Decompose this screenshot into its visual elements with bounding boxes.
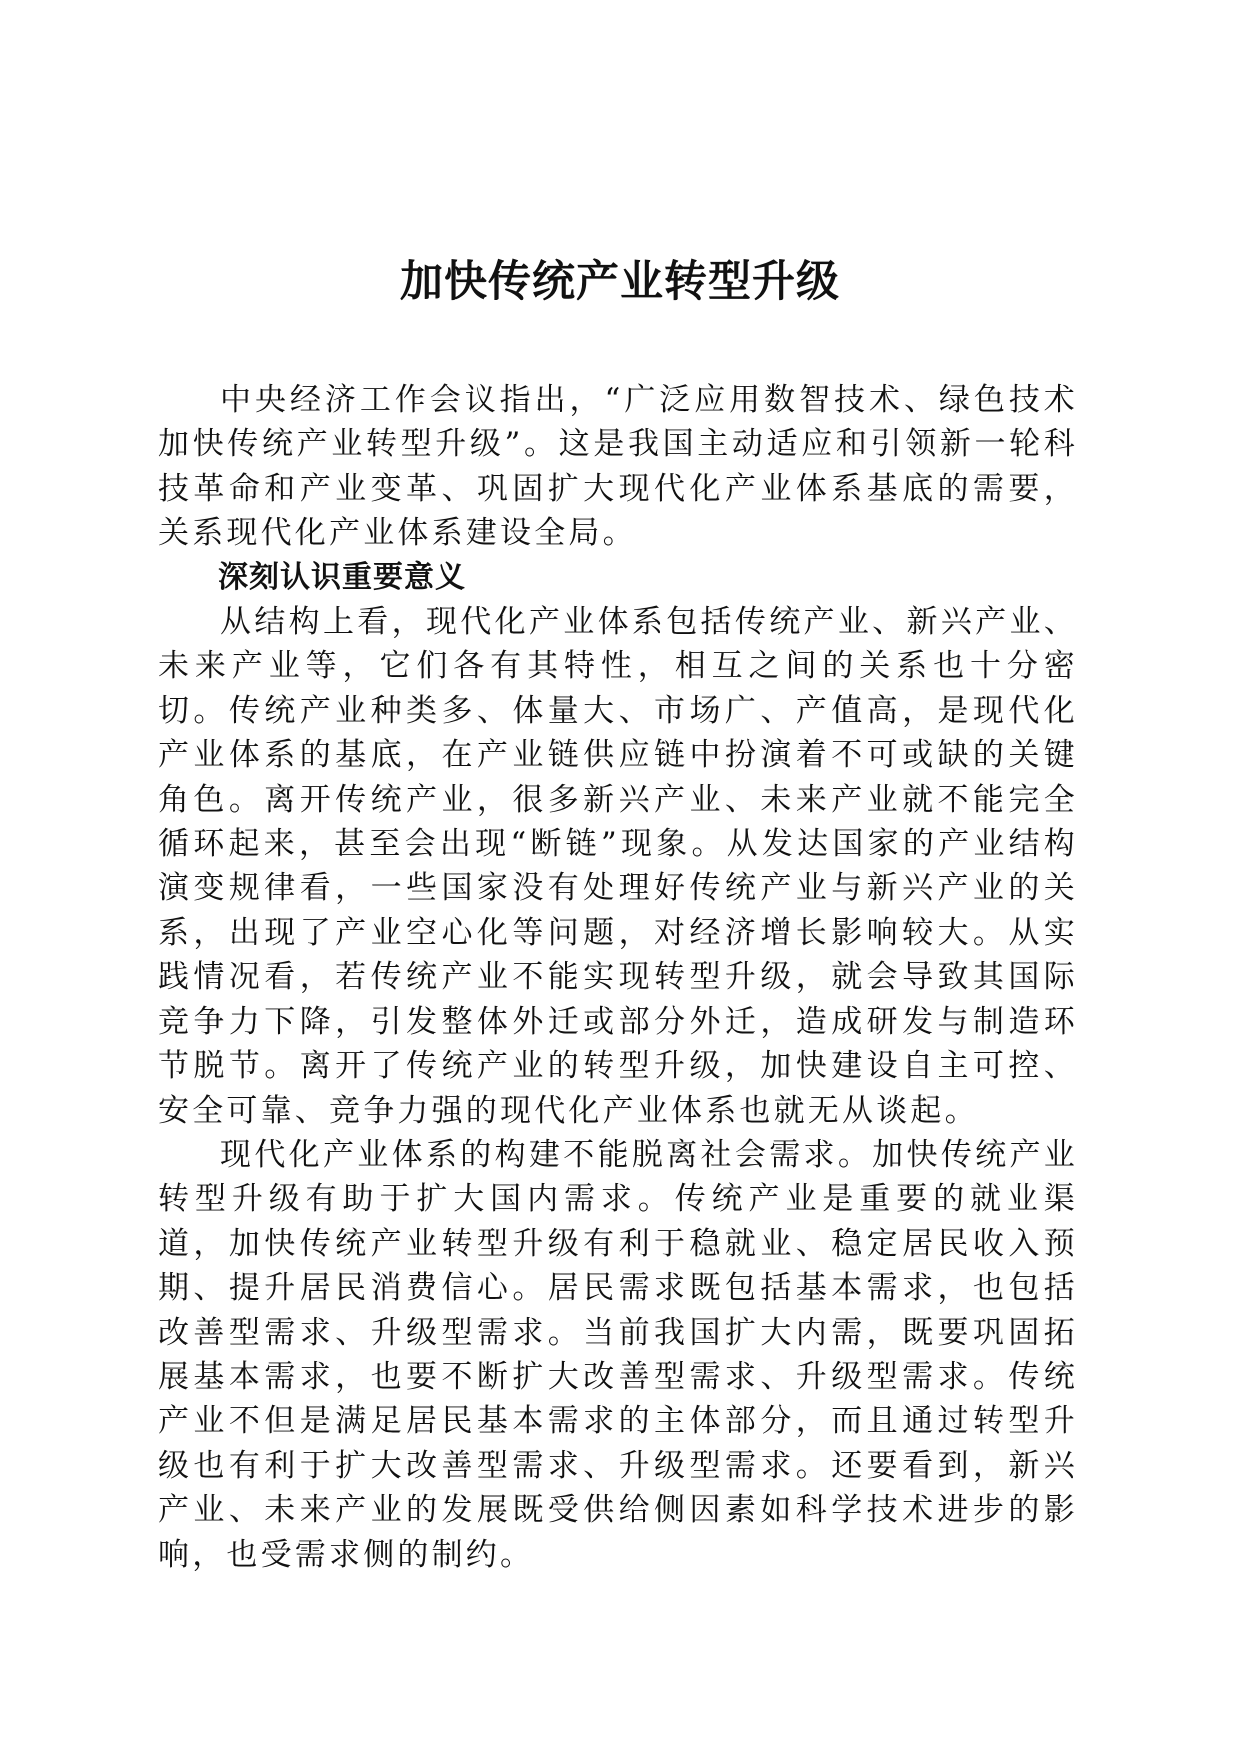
- section-heading: 深刻认识重要意义: [218, 559, 466, 595]
- paragraph-structure: 从结构上看，现代化产业体系包括传统产业、新兴产业、未来产业等，它们各有其特性，相互之间的关系也十分密切。传统产业种类多、体量大、市场广、产值高，是现代化产业体系的基底，在产业链供应链中扮演着不可或缺的关键角色。离开传统产业，很多新兴产业、未来产业就不能完全循环起来，甚至会出现“断链”现象。从发达国家的产业结构演变规律看，一些国家没有处理好传统产业与新兴产业的关系，出现了产业空心化等问题，对经济增长影响较大。从实践情况看，若传统产业不能实现转型升级，就会导致其国际竞争力下降，引发整体外迁或部分外迁，造成研发与制造环节脱节。离开了传统产业的转型升级，加快建设自主可控、安全可靠、竞争力强的现代化产业体系也就无从谈起。: [158, 604, 1078, 1129]
- document-body: [158, 378, 1078, 1577]
- paragraph-intro: 中央经济工作会议指出，“广泛应用数智技术、绿色技术加快传统产业转型升级”。这是我国主动适应和引领新一轮科技革命和产业变革、巩固扩大现代化产业体系基底的需要，关系现代化产业体系建设全局。: [158, 382, 1078, 552]
- paragraph-demand: 现代化产业体系的构建不能脱离社会需求。加快传统产业转型升级有助于扩大国内需求。传统产业是重要的就业渠道，加快传统产业转型升级有利于稳就业、稳定居民收入预期、提升居民消费信心。居民需求既包括基本需求，也包括改善型需求、升级型需求。当前我国扩大内需，既要巩固拓展基本需求，也要不断扩大改善型需求、升级型需求。传统产业不但是满足居民基本需求的主体部分，而且通过转型升级也有利于扩大改善型需求、升级型需求。还要看到，新兴产业、未来产业的发展既受供给侧因素如科学技术进步的影响，也受需求侧的制约。: [158, 1136, 1078, 1573]
- document-title: 加快传统产业转型升级: [400, 257, 840, 307]
